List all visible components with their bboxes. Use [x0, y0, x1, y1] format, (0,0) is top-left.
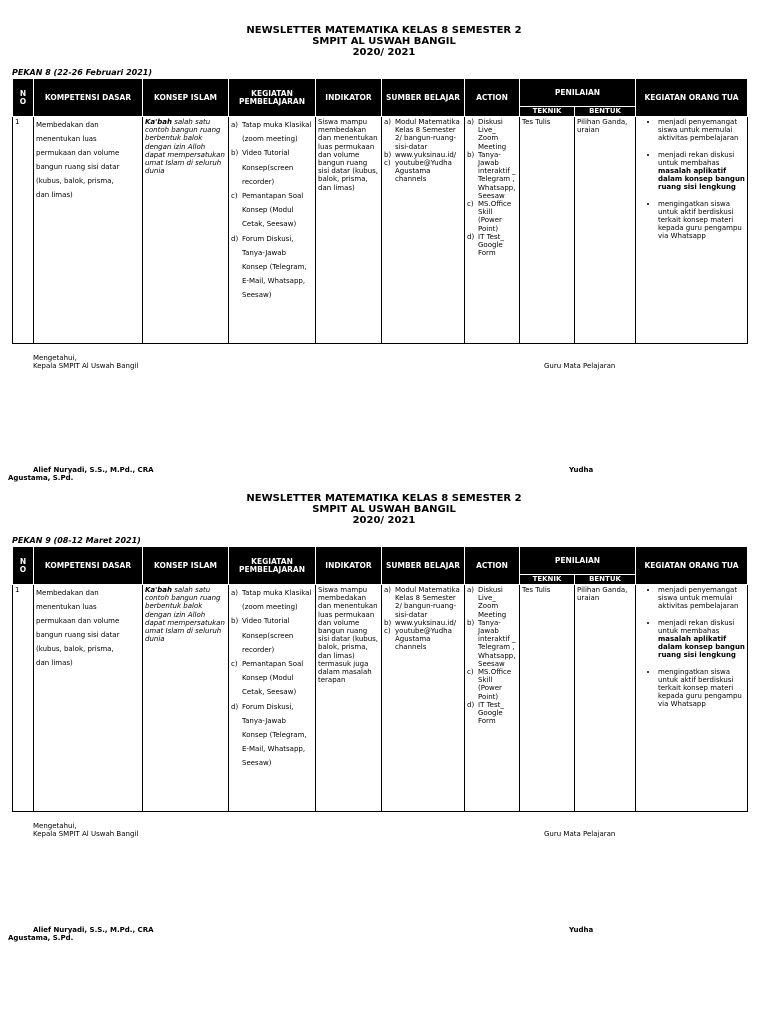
col-penilaian: PENILAIAN [520, 547, 636, 575]
col-kegiatan: KEGIATAN PEMBELAJARAN [229, 547, 316, 585]
lesson-table [12, 78, 748, 344]
guru-name: Yudha [569, 466, 594, 474]
cell-bentuk: Pilihan Ganda, uraian [575, 585, 636, 812]
cell-teknik: Tes Tulis [520, 585, 575, 812]
list-item: • menjadi penyemangat siswa untuk memulai aktivitas pembelajaran [658, 118, 745, 143]
title-line-1: NEWSLETTER MATEMATIKA KELAS 8 SEMESTER 2 [246, 25, 522, 36]
table-row [13, 117, 748, 344]
list-item: b) Tanya-Jawab interaktif _ Telegram , Whatsapp, Seesaw [467, 150, 516, 200]
list-item: • mengingatkan siswa untuk aktif berdiskusi terkait konsep materi kepada guru pengampu via Whatsapp [658, 668, 745, 709]
list-item: a) Diskusi Live_ Zoom Meeting [467, 586, 507, 619]
cell-sumber [382, 585, 465, 812]
cell-konsep: Ka'bah salah satu contoh bangun ruang berbentuk balok dengan izin Alloh dapat mempersatukan umat Islam di seluruh dunia [143, 117, 229, 344]
pekan-label: PEKAN 8 (22-26 Februari 2021) [12, 68, 153, 77]
list-item: • mengingatkan siswa untuk aktif berdiskusi terkait konsep materi kepada guru pengampu via Whatsapp [658, 200, 745, 241]
list-item: b) Video Tutorial Konsep(screen recorder) [231, 617, 294, 654]
list-item: d) IT Test_ Google Form [467, 232, 504, 258]
title-line-1: NEWSLETTER MATEMATIKA KELAS 8 SEMESTER 2 [246, 493, 522, 504]
cell-kompetensi: Membedakan dan menentukan luas permukaan dan volume bangun ruang sisi datar (kubus, balok, prisma, dan limas) [34, 117, 143, 344]
list-item: c) Pemantapan Soal Konsep (Modul Cetak, Seesaw) [231, 660, 304, 697]
col-kompetensi: KOMPETENSI DASAR [34, 547, 143, 585]
list-item: d) Forum Diskusi, Tanya-Jawab Konsep (Telegram, E-Mail, Whatsapp, Seesaw) [231, 234, 307, 300]
cell-no: 1 [13, 585, 34, 812]
col-action: ACTION [465, 547, 520, 585]
title-line-3: 2020/ 2021 [352, 47, 416, 58]
cell-action [465, 117, 520, 344]
cell-indikator: Siswa mampu membedakan dan menentukan luas permukaan dan volume bangun ruang sisi datar (kubus, balok, prisma, dan limas) [316, 117, 382, 344]
kepala-label: Kepala SMPIT Al Uswah Bangil [33, 830, 139, 838]
cell-bentuk: Pilihan Ganda, uraian [575, 117, 636, 344]
col-no: N O [13, 79, 34, 117]
cell-teknik: Tes Tulis [520, 117, 575, 344]
cell-konsep: Ka'bah salah satu contoh bangun ruang berbentuk balok dengan izin Alloh dapat mempersatukan umat Islam di seluruh dunia [143, 585, 229, 812]
col-teknik: TEKNIK [520, 107, 575, 117]
list-item: c) Pemantapan Soal Konsep (Modul Cetak, Seesaw) [231, 192, 304, 229]
list-item: d) IT Test_ Google Form [467, 700, 504, 726]
cell-kompetensi: Membedakan dan menentukan luas permukaan dan volume bangun ruang sisi datar (kubus, balok, prisma, dan limas) [34, 585, 143, 812]
col-action: ACTION [465, 79, 520, 117]
col-sumber: SUMBER BELAJAR [382, 79, 465, 117]
list-item: c) youtube@Yudha Agustama channels [384, 627, 452, 652]
newsletter-section-2 [0, 468, 768, 1024]
list-item: • menjadi penyemangat siswa untuk memulai aktivitas pembelajaran [658, 586, 745, 611]
title-line-3: 2020/ 2021 [352, 515, 416, 526]
col-bentuk: BENTUK [575, 107, 636, 117]
col-indikator: INDIKATOR [316, 79, 382, 117]
col-konsep: KONSEP ISLAM [143, 547, 229, 585]
list-item: b) Video Tutorial Konsep(screen recorder) [231, 149, 294, 186]
table-row [13, 585, 748, 812]
cell-kegiatan [229, 585, 316, 812]
mengetahui-label: Mengetahui, [33, 822, 77, 830]
guru-label: Guru Mata Pelajaran [544, 362, 616, 370]
col-sumber: SUMBER BELAJAR [382, 547, 465, 585]
list-item: d) Forum Diskusi, Tanya-Jawab Konsep (Telegram, E-Mail, Whatsapp, Seesaw) [231, 702, 307, 768]
guru-name: Yudha [569, 926, 594, 934]
list-item: a) Diskusi Live_ Zoom Meeting [467, 118, 507, 151]
col-penilaian: PENILAIAN [520, 79, 636, 107]
col-kegiatan-ortu: KEGIATAN ORANG TUA [636, 547, 748, 585]
list-item: • menjadi rekan diskusi untuk membahas masalah aplikatif dalam konsep bangun ruang sisi lengkung [658, 619, 745, 660]
list-item: b) www.yuksinau.id/ [384, 618, 457, 627]
cell-kegiatan [229, 117, 316, 344]
pekan-label: PEKAN 9 (08-12 Maret 2021) [12, 536, 141, 545]
col-bentuk: BENTUK [575, 575, 636, 585]
col-kegiatan: KEGIATAN PEMBELAJARAN [229, 79, 316, 117]
kepala-name: Alief Nuryadi, S.S., M.Pd., CRA Agustama, S.Pd. [8, 466, 154, 482]
kepala-label: Kepala SMPIT Al Uswah Bangil [33, 362, 139, 370]
list-item: c) youtube@Yudha Agustama channels [384, 159, 452, 184]
kepala-name: Alief Nuryadi, S.S., M.Pd., CRA Agustama, S.Pd. [8, 926, 154, 942]
col-indikator: INDIKATOR [316, 547, 382, 585]
guru-label: Guru Mata Pelajaran [544, 830, 616, 838]
cell-kegiatan-ortu [636, 585, 748, 812]
list-item: b) Tanya-Jawab interaktif _ Telegram , Whatsapp, Seesaw [467, 618, 516, 668]
list-item: a) Tatap muka Klasikal (zoom meeting) [231, 121, 312, 144]
newsletter-section-1 [0, 0, 768, 490]
list-item: b) www.yuksinau.id/ [384, 150, 457, 159]
list-item: a) Tatap muka Klasikal (zoom meeting) [231, 589, 312, 612]
col-kegiatan-ortu: KEGIATAN ORANG TUA [636, 79, 748, 117]
signature-left [33, 822, 138, 838]
list-item: c) MS.Office Skill (Power Point) [467, 200, 512, 233]
list-item: a) Modul Matematika Kelas 8 Semester 2/ bangun-ruang-sisi-datar [384, 118, 460, 151]
newsletter-title [0, 25, 768, 58]
cell-kegiatan-ortu [636, 117, 748, 344]
col-teknik: TEKNIK [520, 575, 575, 585]
mengetahui-label: Mengetahui, [33, 354, 77, 362]
col-no: N O [13, 547, 34, 585]
col-konsep: KONSEP ISLAM [143, 79, 229, 117]
list-item: a) Modul Matematika Kelas 8 Semester 2/ bangun-ruang-sisi-datar [384, 586, 460, 619]
list-item: c) MS.Office Skill (Power Point) [467, 668, 512, 701]
cell-sumber [382, 117, 465, 344]
list-item: • menjadi rekan diskusi untuk membahas masalah aplikatif dalam konsep bangun ruang sisi lengkung [658, 151, 745, 192]
title-line-2: SMPIT AL USWAH BANGIL [312, 504, 456, 515]
title-line-2: SMPIT AL USWAH BANGIL [312, 36, 456, 47]
lesson-table [12, 546, 748, 812]
cell-indikator: Siswa mampu membedakan dan menentukan luas permukaan dan volume bangun ruang sisi datar (kubus, balok, prisma, dan limas) termasuk juga dalam masalah terapan [316, 585, 382, 812]
col-kompetensi: KOMPETENSI DASAR [34, 79, 143, 117]
cell-no: 1 [13, 117, 34, 344]
newsletter-title [0, 493, 768, 526]
signature-left [33, 354, 138, 370]
cell-action [465, 585, 520, 812]
